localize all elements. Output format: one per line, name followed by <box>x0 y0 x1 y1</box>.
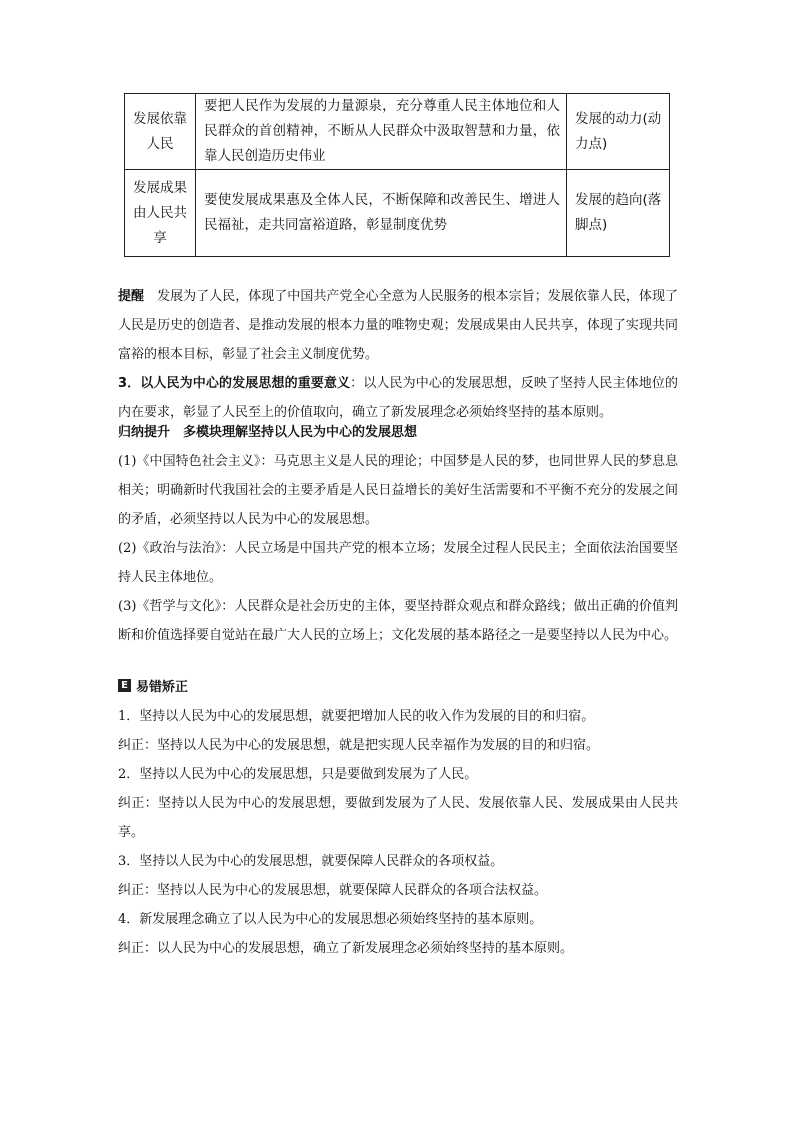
correction-text: 坚持以人民为中心的发展思想，就要保障人民群众的各项合法权益。 <box>157 883 548 898</box>
tip-paragraph <box>118 282 678 369</box>
error-correction <box>118 789 678 847</box>
correction-label: 纠正： <box>118 738 158 753</box>
correction-text: 坚持以人民为中心的发展思想，就是把实现人民幸福作为发展的目的和归宿。 <box>157 738 600 753</box>
correction-label: 纠正： <box>118 941 158 956</box>
table-cell-content: 要使发展成果惠及全体人民，不断保障和改善民生、增进人民福祉，走共同富裕道路，彰显制度优势 <box>196 170 567 257</box>
tip-block <box>118 282 678 369</box>
summary-title: 归纳提升 多模块理解坚持以人民为中心的发展思想 <box>118 425 418 440</box>
table-cell-name: 发展依靠人民 <box>125 94 196 170</box>
error-statement: 1．坚持以人民为中心的发展思想，就要把增加人民的收入作为发展的目的和归宿。 <box>118 709 595 724</box>
errors-list <box>118 702 678 963</box>
point3-text: ：以人民为中心的发展思想，反映了坚持人民主体地位的内在要求，彰显了人民至上的价值取向，确立了新发展理念必须始终坚持的基本原则。 <box>118 376 678 420</box>
correction-text: 以人民为中心的发展思想，确立了新发展理念必须始终坚持的基本原则。 <box>157 941 574 956</box>
table-cell-content: 要把人民作为发展的力量源泉，充分尊重人民主体地位和人民群众的首创精神，不断从人民群众中汲取智慧和力量，依靠人民创造历史伟业 <box>196 94 567 170</box>
tip-label: 提醒 <box>118 289 145 304</box>
table-row <box>125 94 670 170</box>
error-correction <box>118 731 678 760</box>
error-statement: 4．新发展理念确立了以人民为中心的发展思想必须始终坚持的基本原则。 <box>118 912 543 927</box>
summary-item: (1)《中国特色社会主义》：马克思主义是人民的理论；中国梦是人民的梦，也同世界人民的梦息息相关；明确新时代我国社会的主要矛盾是人民日益增长的美好生活需要和不平衡不充分的发展之间的矛盾，必须坚持以人民为中心的发展思想。 <box>118 454 678 527</box>
point3-label: 3．以人民为中心的发展思想的重要意义 <box>118 376 351 391</box>
table-cell-name: 发展成果由人民共享 <box>125 170 196 257</box>
error-statement: 3．坚持以人民为中心的发展思想，就要保障人民群众的各项权益。 <box>118 854 504 869</box>
errors-section-header <box>118 675 188 695</box>
correction-label: 纠正： <box>118 883 158 898</box>
correction-text: 坚持以人民为中心的发展思想，要做到发展为了人民、发展依靠人民、发展成果由人民共享。 <box>118 796 678 840</box>
errors-section-title: 易错矫正 <box>136 679 189 695</box>
development-table <box>124 93 670 257</box>
table-row <box>125 170 670 257</box>
summary-item: (3)《哲学与文化》：人民群众是社会历史的主体，要坚持群众观点和群众路线；做出正确的价值判断和价值选择要自觉站在最广大人民的立场上；文化发展的基本路径之一是要坚持以人民为中心。 <box>118 599 678 643</box>
error-statement: 2．坚持以人民为中心的发展思想，只是要做到发展为了人民。 <box>118 767 478 782</box>
error-correction <box>118 934 678 963</box>
section-badge-icon: E <box>118 679 131 692</box>
table-cell-role: 发展的趋向(落脚点) <box>567 170 670 257</box>
error-correction <box>118 876 678 905</box>
summary-block <box>118 418 678 650</box>
summary-item: (2)《政治与法治》：人民立场是中国共产党的根本立场；发展全过程人民民主；全面依法治国要坚持人民主体地位。 <box>118 541 678 585</box>
tip-text: 发展为了人民，体现了中国共产党全心全意为人民服务的根本宗旨；发展依靠人民，体现了人民是历史的创造者、是推动发展的根本力量的唯物史观；发展成果由人民共享，体现了实现共同富裕的根本目标，彰显了社会主义制度优势。 <box>118 289 678 362</box>
table-cell-role: 发展的动力(动力点) <box>567 94 670 170</box>
correction-label: 纠正： <box>118 796 159 811</box>
